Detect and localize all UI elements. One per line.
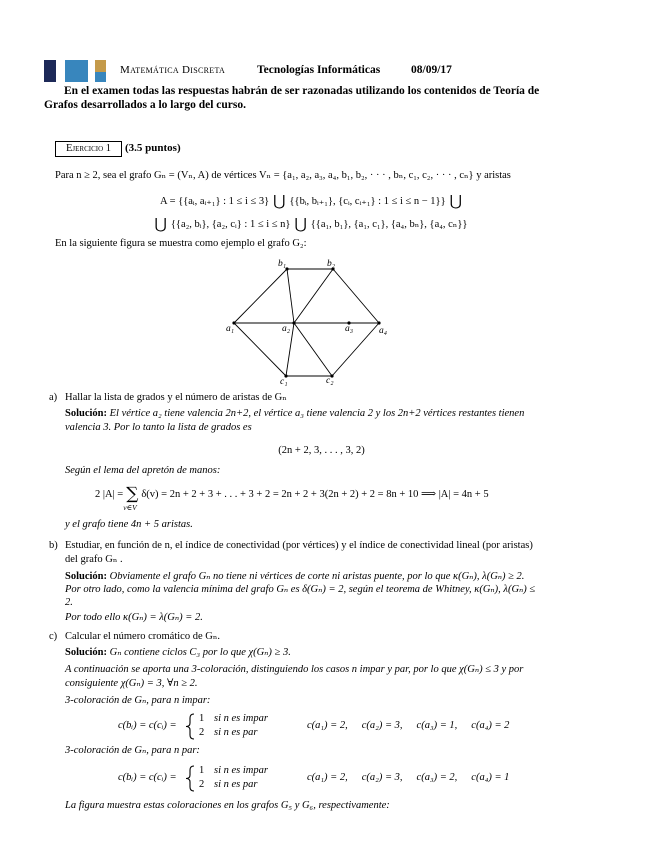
union-symbol: ⋃ (294, 215, 307, 233)
handshake-equation (95, 482, 489, 512)
equation-lhs: 2 |A| = (95, 488, 124, 500)
part-b-solution-line-1 (65, 570, 524, 583)
label-a2: a₂ (282, 324, 291, 334)
part-a-solution-line-1 (65, 407, 524, 420)
even-coloring-heading: 3-coloración de Gₙ, para n par: (65, 745, 200, 756)
odd-case-2-value: 2 (199, 727, 205, 738)
solution-label: Solución: (65, 647, 108, 658)
graph-g2-figure (215, 252, 405, 392)
color-a2: c(a₂) = 3, (361, 772, 403, 783)
label-b1: b₁ (278, 259, 287, 269)
even-case-2-condition: si n es par (214, 779, 258, 790)
part-c-solution-line-3: consiguiente χ(Gₙ) = 3, ∀n ≥ 2. (65, 678, 198, 689)
exam-date: 08/09/17 (411, 64, 452, 76)
exercise-intro: Para n ≥ 2, sea el grafo Gₙ = (Vₙ, A) de vértices Vₙ = {a₁, a₂, a₃, a₄, b₁, b₂, · · · , bₙ, c₁, c₂, · · · , cₙ} y aristas (55, 170, 511, 181)
part-b-question-line-1: Estudiar, en función de n, el índice de conectividad (por vértices) y el índice de conectividad lineal (por aristas) (65, 540, 533, 551)
edge-set-part: A = {{aᵢ, aᵢ₊₁} : 1 ≤ i ≤ 3} (160, 196, 270, 207)
label-a1: a₁ (226, 324, 235, 334)
even-case-1-condition: si n es impar (214, 765, 268, 776)
part-b-solution-line-3: 2. (65, 597, 73, 608)
label-a4: a₄ (379, 326, 388, 336)
edge-a1-b1 (234, 269, 287, 323)
figure-intro: En la siguiente figura se muestra como ejemplo el grafo G₂: (55, 238, 307, 249)
color-a1: c(a₁) = 2, (307, 772, 348, 783)
edge-c2-a4 (332, 323, 379, 376)
edge-set-row-1 (44, 192, 578, 210)
odd-case-1-value: 1 (199, 713, 205, 724)
solution-label: Solución: (65, 408, 108, 419)
exercise-label: Ejercicio 1 (65, 143, 111, 154)
edge-a2-b2 (294, 269, 333, 323)
exercise-label-box (55, 141, 122, 157)
part-a-marker: a) (49, 392, 58, 403)
part-a-question: Hallar la lista de grados y el número de aristas de Gₙ (65, 392, 287, 403)
label-c2: c₂ (326, 376, 334, 386)
edge-a2-c2 (294, 323, 332, 376)
logo-navy-square (44, 60, 56, 82)
part-a-conclusion: y el grafo tiene 4n + 5 aristas. (65, 519, 193, 530)
instructions-line-2: Grafos desarrollados a lo largo del curso. (44, 99, 246, 111)
solution-text: Obviamente el grafo Gₙ no tiene ni vértices de corte ni aristas puente, por lo que κ(Gₙ), λ(Gₙ) ≥ 2. (109, 571, 525, 582)
part-c-solution-line-1 (65, 646, 291, 659)
label-c1: c₁ (280, 377, 288, 387)
label-b2: b₂ (327, 259, 336, 269)
edge-set-part: {{a₂, bᵢ}, {a₂, cᵢ} : 1 ≤ i ≤ n} (170, 218, 291, 230)
equation-rhs: δ(v) = 2n + 2 + 3 + . . . + 3 + 2 = 2n + 2 + 3(2n + 2) + 2 = 8n + 10 ⟹ |A| = 4n + 5 (141, 489, 489, 500)
even-other-colors (307, 771, 509, 784)
sum-index: v∈V (123, 503, 137, 512)
odd-cases-brace (184, 713, 196, 740)
odd-coloring-heading: 3-coloración de Gₙ, para n impar: (65, 695, 211, 706)
even-cases-brace (184, 765, 196, 792)
color-a4: c(a₄) = 1 (471, 772, 510, 783)
union-symbol: ⋃ (449, 192, 462, 210)
part-b-solution-line-2: Por otro lado, como la valencia mínima del grafo Gₙ es δ(Gₙ) = 2, según el teorema de Whitney, κ(Gₙ), λ(Gₙ) ≤ (65, 584, 536, 595)
label-a3: a₃ (345, 324, 354, 334)
odd-case-1-condition: si n es impar (214, 713, 268, 724)
sum-symbol: ∑ (126, 484, 139, 504)
degree-name: Tecnologías Informáticas (257, 64, 381, 76)
edge-a2-b1 (287, 269, 294, 323)
part-b-conclusion: Por todo ello κ(Gₙ) = λ(Gₙ) = 2. (65, 612, 203, 623)
logo-blue-square (65, 60, 88, 82)
color-a1: c(a₁) = 2, (307, 720, 348, 731)
closing-line: La figura muestra estas coloraciones en los grafos G₅ y G₆, respectivamente: (65, 800, 390, 811)
part-b-marker: b) (49, 540, 58, 551)
part-b-question-line-2: del grafo Gₙ . (65, 554, 123, 565)
odd-coloring-lhs: c(bᵢ) = c(cᵢ) = (118, 720, 177, 731)
color-a3: c(a₃) = 1, (416, 720, 458, 731)
color-a3: c(a₃) = 2, (416, 772, 458, 783)
node-a2 (292, 321, 295, 324)
node-a4 (377, 321, 380, 324)
color-a2: c(a₂) = 3, (361, 720, 403, 731)
union-symbol: ⋃ (273, 192, 286, 210)
edge-set-part: {{bᵢ, bᵢ₊₁}, {cᵢ, cᵢ₊₁} : 1 ≤ i ≤ n − 1}} (289, 196, 446, 207)
solution-text: El vértice a₂ tiene valencia 2n+2, el vértice a₃ tiene valencia 2 y los 2n+2 vértices restantes tienen (109, 408, 525, 419)
edge-set-row-2 (44, 215, 578, 233)
degree-list: (2n + 2, 3, . . . , 3, 2) (278, 445, 365, 456)
odd-other-colors (307, 719, 509, 732)
part-a-solution-line-2: valencia 3. Por lo tanto la lista de grados es (65, 422, 252, 433)
course-name: Matemática Discreta (120, 64, 226, 76)
edge-a1-c1 (234, 323, 286, 376)
even-coloring-lhs: c(bᵢ) = c(cᵢ) = (118, 772, 177, 783)
even-case-2-value: 2 (199, 779, 205, 790)
solution-label: Solución: (65, 571, 108, 582)
edge-b2-a4 (333, 269, 379, 323)
logo-small-blue-square (95, 72, 106, 82)
part-c-question: Calcular el número cromático de Gₙ. (65, 631, 220, 642)
handshake-intro: Según el lema del apretón de manos: (65, 465, 221, 476)
part-c-marker: c) (49, 631, 58, 642)
union-symbol: ⋃ (154, 215, 167, 233)
odd-case-2-condition: si n es par (214, 727, 258, 738)
solution-text: Gₙ contiene ciclos C₃ por lo que χ(Gₙ) ≥ 3. (109, 647, 291, 658)
exercise-points: (3.5 puntos) (125, 142, 181, 154)
instructions-line-1: En el examen todas las respuestas habrán de ser razonadas utilizando los contenidos de Teoría de (64, 85, 540, 97)
summation (123, 484, 139, 512)
color-a4: c(a₄) = 2 (471, 720, 510, 731)
part-c-solution-line-2: A continuación se aporta una 3-coloración, distinguiendo los casos n impar y par, por lo que χ(Gₙ) ≤ 3 y por (65, 664, 524, 675)
edge-set-part: {{a₁, b₁}, {a₁, c₁}, {a₄, bₙ}, {a₄, cₙ}} (310, 219, 468, 230)
logo-gold-square (95, 60, 106, 72)
even-case-1-value: 1 (199, 765, 205, 776)
